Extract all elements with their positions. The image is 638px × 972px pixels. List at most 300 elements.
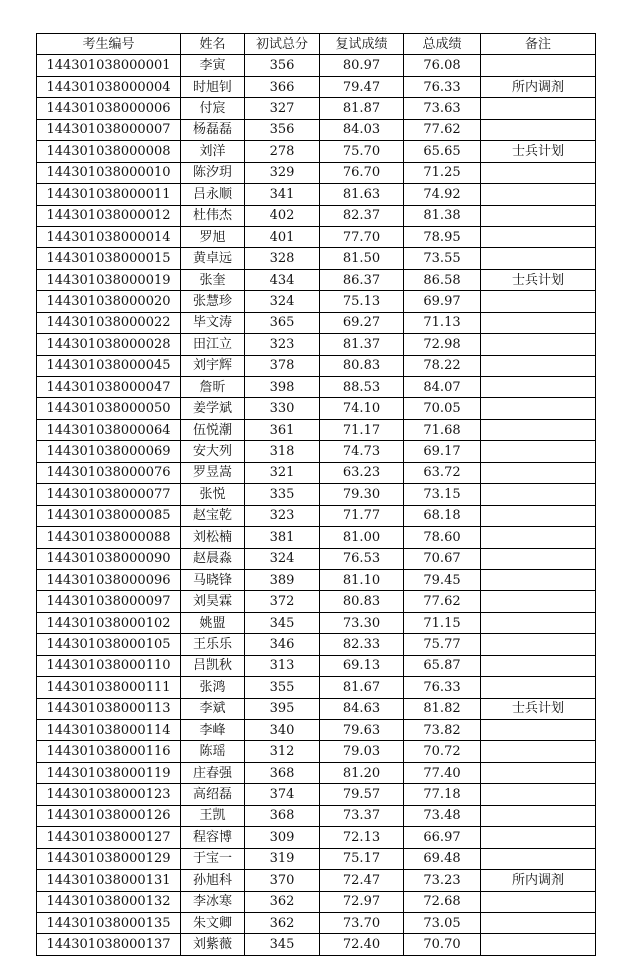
name-cell: 安大列 (181, 441, 245, 462)
name-cell: 罗旭 (181, 226, 245, 247)
candidate-id-cell: 144301038000097 (37, 591, 181, 612)
candidate-id-cell: 144301038000126 (37, 805, 181, 826)
note-cell: 士兵计划 (481, 698, 596, 719)
retest-score-cell: 80.97 (320, 55, 404, 76)
initial-score-cell: 335 (245, 484, 320, 505)
total-score-cell: 76.33 (404, 677, 481, 698)
table-row (37, 569, 596, 590)
note-cell (481, 205, 596, 226)
name-cell: 伍悦潮 (181, 419, 245, 440)
name-cell: 毕文涛 (181, 312, 245, 333)
header-retest-score: 复试成绩 (320, 34, 404, 55)
initial-score-cell: 328 (245, 248, 320, 269)
note-cell (481, 677, 596, 698)
note-cell (481, 419, 596, 440)
table-row (37, 912, 596, 933)
name-cell: 黄卓远 (181, 248, 245, 269)
retest-score-cell: 81.37 (320, 334, 404, 355)
note-cell (481, 184, 596, 205)
retest-score-cell: 72.13 (320, 827, 404, 848)
retest-score-cell: 72.97 (320, 891, 404, 912)
retest-score-cell: 75.17 (320, 848, 404, 869)
note-cell (481, 505, 596, 526)
table-row (37, 419, 596, 440)
total-score-cell: 69.97 (404, 291, 481, 312)
total-score-cell: 70.70 (404, 934, 481, 955)
total-score-cell: 73.82 (404, 720, 481, 741)
initial-score-cell: 366 (245, 76, 320, 97)
table-row (37, 226, 596, 247)
total-score-cell: 78.60 (404, 527, 481, 548)
candidate-id-cell: 144301038000014 (37, 226, 181, 247)
candidate-id-cell: 144301038000114 (37, 720, 181, 741)
retest-score-cell: 84.63 (320, 698, 404, 719)
name-cell: 张悦 (181, 484, 245, 505)
retest-score-cell: 82.33 (320, 634, 404, 655)
header-initial-score: 初试总分 (245, 34, 320, 55)
table-row (37, 827, 596, 848)
table-row (37, 291, 596, 312)
note-cell (481, 355, 596, 376)
initial-score-cell: 356 (245, 55, 320, 76)
candidate-id-cell: 144301038000020 (37, 291, 181, 312)
table-row (37, 655, 596, 676)
note-cell (481, 248, 596, 269)
candidate-id-cell: 144301038000069 (37, 441, 181, 462)
candidate-id-cell: 144301038000131 (37, 870, 181, 891)
retest-score-cell: 73.37 (320, 805, 404, 826)
initial-score-cell: 368 (245, 805, 320, 826)
table-row (37, 805, 596, 826)
table-row (37, 612, 596, 633)
name-cell: 张鸿 (181, 677, 245, 698)
name-cell: 李寅 (181, 55, 245, 76)
candidate-id-cell: 144301038000001 (37, 55, 181, 76)
candidate-id-cell: 144301038000116 (37, 741, 181, 762)
retest-score-cell: 81.00 (320, 527, 404, 548)
initial-score-cell: 318 (245, 441, 320, 462)
table-row (37, 205, 596, 226)
total-score-cell: 70.72 (404, 741, 481, 762)
retest-score-cell: 76.53 (320, 548, 404, 569)
note-cell (481, 569, 596, 590)
candidate-id-cell: 144301038000015 (37, 248, 181, 269)
note-cell (481, 377, 596, 398)
candidate-id-cell: 144301038000137 (37, 934, 181, 955)
table-row (37, 98, 596, 119)
table-row (37, 312, 596, 333)
candidate-id-cell: 144301038000006 (37, 98, 181, 119)
candidate-id-cell: 144301038000050 (37, 398, 181, 419)
total-score-cell: 73.15 (404, 484, 481, 505)
candidate-id-cell: 144301038000132 (37, 891, 181, 912)
note-cell (481, 548, 596, 569)
retest-score-cell: 72.40 (320, 934, 404, 955)
table-row (37, 162, 596, 183)
table-row (37, 184, 596, 205)
total-score-cell: 79.45 (404, 569, 481, 590)
name-cell: 刘松楠 (181, 527, 245, 548)
note-cell (481, 784, 596, 805)
retest-score-cell: 80.83 (320, 355, 404, 376)
retest-score-cell: 79.63 (320, 720, 404, 741)
retest-score-cell: 72.47 (320, 870, 404, 891)
table-row (37, 762, 596, 783)
candidate-id-cell: 144301038000004 (37, 76, 181, 97)
table-row (37, 119, 596, 140)
total-score-cell: 72.98 (404, 334, 481, 355)
name-cell: 陈瑶 (181, 741, 245, 762)
initial-score-cell: 389 (245, 569, 320, 590)
candidate-id-cell: 144301038000110 (37, 655, 181, 676)
name-cell: 罗昱嵩 (181, 462, 245, 483)
note-cell (481, 848, 596, 869)
name-cell: 高绍磊 (181, 784, 245, 805)
candidate-id-cell: 144301038000010 (37, 162, 181, 183)
name-cell: 田江立 (181, 334, 245, 355)
table-row (37, 741, 596, 762)
total-score-cell: 73.23 (404, 870, 481, 891)
header-candidate-id: 考生编号 (37, 34, 181, 55)
candidate-id-cell: 144301038000077 (37, 484, 181, 505)
note-cell (481, 55, 596, 76)
note-cell (481, 827, 596, 848)
initial-score-cell: 312 (245, 741, 320, 762)
retest-score-cell: 81.50 (320, 248, 404, 269)
total-score-cell: 76.33 (404, 76, 481, 97)
name-cell: 王乐乐 (181, 634, 245, 655)
table-row (37, 484, 596, 505)
initial-score-cell: 401 (245, 226, 320, 247)
initial-score-cell: 370 (245, 870, 320, 891)
table-row (37, 377, 596, 398)
total-score-cell: 69.17 (404, 441, 481, 462)
candidate-id-cell: 144301038000105 (37, 634, 181, 655)
candidate-id-cell: 144301038000047 (37, 377, 181, 398)
total-score-cell: 77.62 (404, 119, 481, 140)
total-score-cell: 76.08 (404, 55, 481, 76)
table-body (37, 55, 596, 955)
candidate-id-cell: 144301038000119 (37, 762, 181, 783)
retest-score-cell: 73.70 (320, 912, 404, 933)
initial-score-cell: 324 (245, 291, 320, 312)
name-cell: 赵晨淼 (181, 548, 245, 569)
total-score-cell: 78.22 (404, 355, 481, 376)
retest-score-cell: 75.13 (320, 291, 404, 312)
name-cell: 王凯 (181, 805, 245, 826)
retest-score-cell: 84.03 (320, 119, 404, 140)
initial-score-cell: 323 (245, 505, 320, 526)
name-cell: 朱文卿 (181, 912, 245, 933)
candidate-id-cell: 144301038000076 (37, 462, 181, 483)
total-score-cell: 63.72 (404, 462, 481, 483)
candidate-id-cell: 144301038000019 (37, 269, 181, 290)
initial-score-cell: 278 (245, 141, 320, 162)
candidate-id-cell: 144301038000090 (37, 548, 181, 569)
total-score-cell: 77.18 (404, 784, 481, 805)
initial-score-cell: 374 (245, 784, 320, 805)
note-cell (481, 634, 596, 655)
name-cell: 詹昕 (181, 377, 245, 398)
total-score-cell: 65.87 (404, 655, 481, 676)
name-cell: 李冰寒 (181, 891, 245, 912)
candidate-id-cell: 144301038000064 (37, 419, 181, 440)
name-cell: 刘昊霖 (181, 591, 245, 612)
initial-score-cell: 381 (245, 527, 320, 548)
initial-score-cell: 340 (245, 720, 320, 741)
retest-score-cell: 86.37 (320, 269, 404, 290)
initial-score-cell: 434 (245, 269, 320, 290)
note-cell (481, 612, 596, 633)
initial-score-cell: 398 (245, 377, 320, 398)
total-score-cell: 70.05 (404, 398, 481, 419)
retest-score-cell: 81.10 (320, 569, 404, 590)
name-cell: 马晓锋 (181, 569, 245, 590)
total-score-cell: 81.82 (404, 698, 481, 719)
candidate-id-cell: 144301038000096 (37, 569, 181, 590)
name-cell: 于宝一 (181, 848, 245, 869)
name-cell: 杨磊磊 (181, 119, 245, 140)
retest-score-cell: 79.47 (320, 76, 404, 97)
name-cell: 李峰 (181, 720, 245, 741)
table-row (37, 441, 596, 462)
initial-score-cell: 368 (245, 762, 320, 783)
note-cell (481, 484, 596, 505)
total-score-cell: 74.92 (404, 184, 481, 205)
total-score-cell: 68.18 (404, 505, 481, 526)
retest-score-cell: 81.63 (320, 184, 404, 205)
total-score-cell: 86.58 (404, 269, 481, 290)
table-row (37, 891, 596, 912)
note-cell (481, 891, 596, 912)
note-cell (481, 162, 596, 183)
note-cell (481, 312, 596, 333)
note-cell (481, 98, 596, 119)
total-score-cell: 71.15 (404, 612, 481, 633)
candidate-id-cell: 144301038000113 (37, 698, 181, 719)
initial-score-cell: 309 (245, 827, 320, 848)
candidate-id-cell: 144301038000088 (37, 527, 181, 548)
table-row (37, 248, 596, 269)
table-row (37, 698, 596, 719)
table-row (37, 548, 596, 569)
candidate-id-cell: 144301038000129 (37, 848, 181, 869)
retest-score-cell: 76.70 (320, 162, 404, 183)
name-cell: 张慧珍 (181, 291, 245, 312)
table-header (37, 34, 596, 55)
initial-score-cell: 355 (245, 677, 320, 698)
table-row (37, 462, 596, 483)
retest-score-cell: 82.37 (320, 205, 404, 226)
note-cell (481, 527, 596, 548)
name-cell: 庄春强 (181, 762, 245, 783)
total-score-cell: 72.68 (404, 891, 481, 912)
retest-score-cell: 73.30 (320, 612, 404, 633)
table-row (37, 527, 596, 548)
retest-score-cell: 69.27 (320, 312, 404, 333)
retest-score-cell: 79.30 (320, 484, 404, 505)
name-cell: 刘紫薇 (181, 934, 245, 955)
table-row (37, 334, 596, 355)
name-cell: 孙旭科 (181, 870, 245, 891)
initial-score-cell: 362 (245, 891, 320, 912)
initial-score-cell: 346 (245, 634, 320, 655)
note-cell (481, 805, 596, 826)
initial-score-cell: 402 (245, 205, 320, 226)
retest-score-cell: 71.17 (320, 419, 404, 440)
initial-score-cell: 323 (245, 334, 320, 355)
note-cell: 士兵计划 (481, 269, 596, 290)
initial-score-cell: 319 (245, 848, 320, 869)
candidate-id-cell: 144301038000007 (37, 119, 181, 140)
total-score-cell: 73.63 (404, 98, 481, 119)
initial-score-cell: 372 (245, 591, 320, 612)
total-score-cell: 71.68 (404, 419, 481, 440)
note-cell (481, 934, 596, 955)
candidate-id-cell: 144301038000127 (37, 827, 181, 848)
retest-score-cell: 81.20 (320, 762, 404, 783)
table-row (37, 784, 596, 805)
retest-score-cell: 74.10 (320, 398, 404, 419)
name-cell: 吕永顺 (181, 184, 245, 205)
candidate-id-cell: 144301038000011 (37, 184, 181, 205)
table-row (37, 720, 596, 741)
total-score-cell: 66.97 (404, 827, 481, 848)
table-row (37, 848, 596, 869)
initial-score-cell: 395 (245, 698, 320, 719)
name-cell: 杜伟杰 (181, 205, 245, 226)
table-row (37, 505, 596, 526)
candidate-id-cell: 144301038000012 (37, 205, 181, 226)
note-cell (481, 912, 596, 933)
total-score-cell: 81.38 (404, 205, 481, 226)
initial-score-cell: 327 (245, 98, 320, 119)
initial-score-cell: 321 (245, 462, 320, 483)
candidate-id-cell: 144301038000008 (37, 141, 181, 162)
note-cell (481, 398, 596, 419)
header-total-score: 总成绩 (404, 34, 481, 55)
total-score-cell: 71.13 (404, 312, 481, 333)
total-score-cell: 71.25 (404, 162, 481, 183)
note-cell (481, 441, 596, 462)
total-score-cell: 69.48 (404, 848, 481, 869)
name-cell: 付宸 (181, 98, 245, 119)
name-cell: 刘宇辉 (181, 355, 245, 376)
total-score-cell: 84.07 (404, 377, 481, 398)
name-cell: 赵宝乾 (181, 505, 245, 526)
total-score-cell: 65.65 (404, 141, 481, 162)
header-row (37, 34, 596, 55)
table-row (37, 398, 596, 419)
name-cell: 姚盟 (181, 612, 245, 633)
retest-score-cell: 81.87 (320, 98, 404, 119)
header-note: 备注 (481, 34, 596, 55)
note-cell: 所内调剂 (481, 870, 596, 891)
name-cell: 张奎 (181, 269, 245, 290)
initial-score-cell: 362 (245, 912, 320, 933)
note-cell (481, 655, 596, 676)
total-score-cell: 77.40 (404, 762, 481, 783)
initial-score-cell: 329 (245, 162, 320, 183)
table-row (37, 634, 596, 655)
table-row (37, 355, 596, 376)
initial-score-cell: 345 (245, 934, 320, 955)
name-cell: 刘洋 (181, 141, 245, 162)
initial-score-cell: 345 (245, 612, 320, 633)
note-cell (481, 591, 596, 612)
candidate-id-cell: 144301038000123 (37, 784, 181, 805)
note-cell: 所内调剂 (481, 76, 596, 97)
table-row (37, 141, 596, 162)
table-row (37, 269, 596, 290)
initial-score-cell: 365 (245, 312, 320, 333)
total-score-cell: 77.62 (404, 591, 481, 612)
total-score-cell: 78.95 (404, 226, 481, 247)
note-cell (481, 741, 596, 762)
retest-score-cell: 79.03 (320, 741, 404, 762)
table-row (37, 870, 596, 891)
retest-score-cell: 79.57 (320, 784, 404, 805)
initial-score-cell: 330 (245, 398, 320, 419)
retest-score-cell: 63.23 (320, 462, 404, 483)
note-cell (481, 762, 596, 783)
retest-score-cell: 77.70 (320, 226, 404, 247)
candidate-id-cell: 144301038000111 (37, 677, 181, 698)
name-cell: 吕凯秋 (181, 655, 245, 676)
name-cell: 程容博 (181, 827, 245, 848)
table-row (37, 591, 596, 612)
total-score-cell: 73.55 (404, 248, 481, 269)
total-score-cell: 75.77 (404, 634, 481, 655)
retest-score-cell: 71.77 (320, 505, 404, 526)
candidate-id-cell: 144301038000022 (37, 312, 181, 333)
table-row (37, 55, 596, 76)
note-cell (481, 119, 596, 140)
score-table (36, 33, 596, 956)
note-cell (481, 720, 596, 741)
candidate-id-cell: 144301038000085 (37, 505, 181, 526)
note-cell: 士兵计划 (481, 141, 596, 162)
retest-score-cell: 88.53 (320, 377, 404, 398)
header-name: 姓名 (181, 34, 245, 55)
retest-score-cell: 81.67 (320, 677, 404, 698)
table-row (37, 76, 596, 97)
retest-score-cell: 80.83 (320, 591, 404, 612)
table-row (37, 934, 596, 955)
initial-score-cell: 324 (245, 548, 320, 569)
initial-score-cell: 313 (245, 655, 320, 676)
table-row (37, 677, 596, 698)
note-cell (481, 334, 596, 355)
candidate-id-cell: 144301038000045 (37, 355, 181, 376)
note-cell (481, 462, 596, 483)
name-cell: 时旭钊 (181, 76, 245, 97)
name-cell: 姜学斌 (181, 398, 245, 419)
retest-score-cell: 74.73 (320, 441, 404, 462)
candidate-id-cell: 144301038000102 (37, 612, 181, 633)
candidate-id-cell: 144301038000028 (37, 334, 181, 355)
total-score-cell: 70.67 (404, 548, 481, 569)
note-cell (481, 226, 596, 247)
name-cell: 李斌 (181, 698, 245, 719)
initial-score-cell: 341 (245, 184, 320, 205)
total-score-cell: 73.05 (404, 912, 481, 933)
retest-score-cell: 69.13 (320, 655, 404, 676)
candidate-id-cell: 144301038000135 (37, 912, 181, 933)
name-cell: 陈汐玥 (181, 162, 245, 183)
initial-score-cell: 378 (245, 355, 320, 376)
initial-score-cell: 361 (245, 419, 320, 440)
